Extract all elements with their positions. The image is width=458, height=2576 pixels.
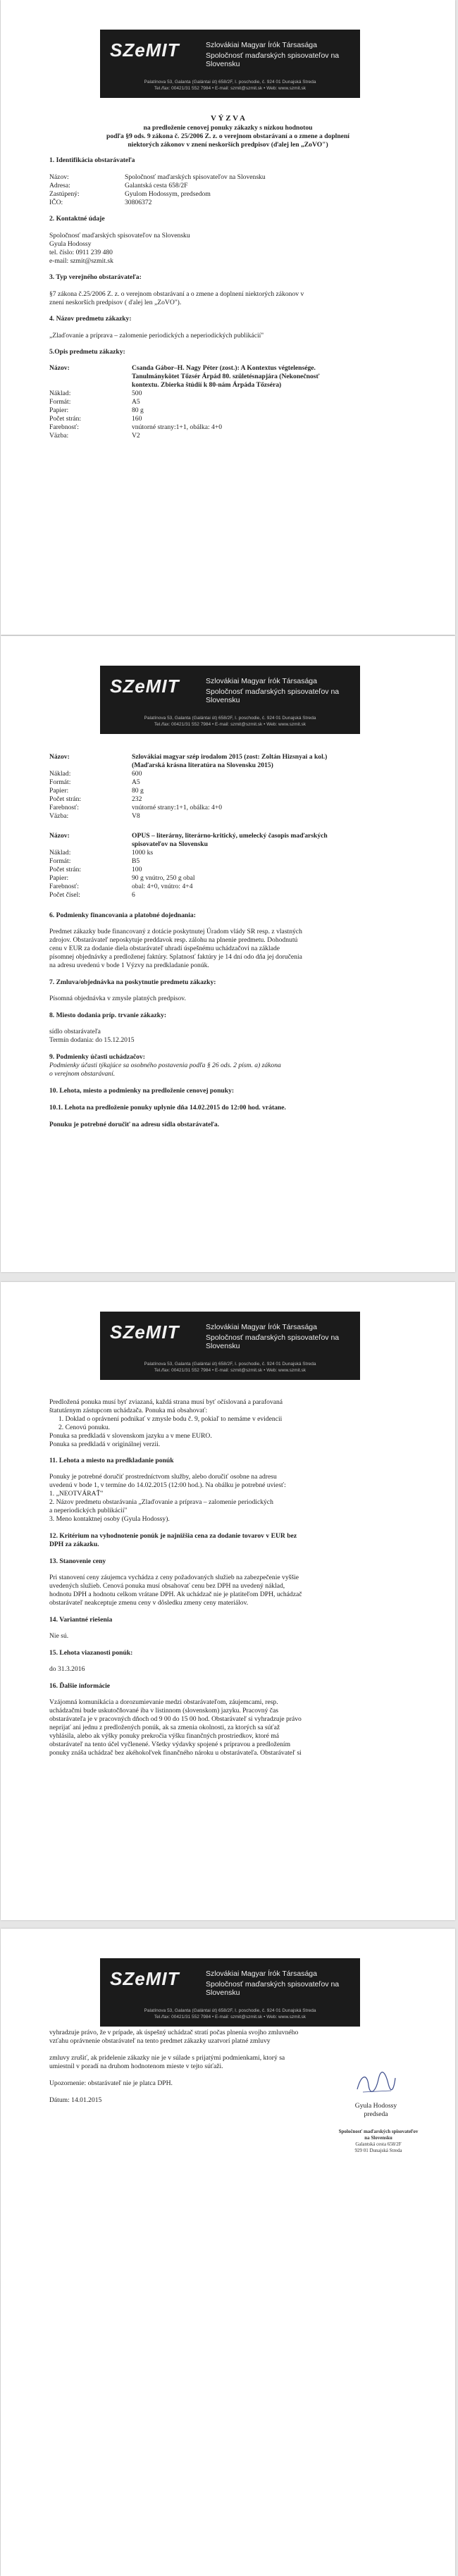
signatory-name: Gyula Hodossy — [354, 2102, 397, 2110]
section-heading: 9. Podmienky účasti uchádzačov: — [49, 1053, 145, 1061]
section-heading: 1. Identifikácia obstarávateľa — [49, 156, 135, 164]
body-text: do 31.3.2016 — [49, 1665, 85, 1673]
field-label: Väzba: — [49, 812, 69, 820]
field-value: 80 g — [132, 406, 144, 414]
stamp-line: na Slovensku — [364, 2135, 392, 2141]
field-value: 90 g vnútro, 250 g obal — [132, 874, 195, 882]
section-heading: 15. Lehota viazanosti ponúk: — [49, 1649, 133, 1657]
body-text: uchádzačmi bude uskutočňované iba v listinnom (slovenskom) jazyku. Pracovný čas — [49, 1707, 279, 1715]
page-1 — [1, 0, 455, 635]
body-text: štatutárnym zástupcom uchádzača. Ponuka má obsahovať: — [49, 1407, 208, 1414]
section-heading: Ponuku je potrebné doručiť na adresu sídla obstarávateľa. — [49, 1121, 220, 1128]
field-value: V8 — [132, 812, 140, 820]
list-item: 1. Doklad o oprávnení podnikať v zmysle bodu č. 9, pokiaľ to nemáme v evidencii — [58, 1415, 283, 1423]
document-date: Dátum: 14.01.2015 — [49, 2096, 102, 2104]
org-address: Palatínova 53, Galanta (Galántai út) 658/2F, I. poschodie, č. 924 01 Dunajská Streda Tel./fax: 00421/31 552 7984 • E-mail: szmit@szmit.sk • Web: www.szmit.sk — [144, 1362, 316, 1373]
field-label: Náklad: — [49, 390, 71, 397]
field-label: Názov: — [49, 364, 70, 372]
body-text: vzťahu oprávnenie obstarávateľ na tento predmet zákazky uzatvorí platné zmluvy — [49, 2037, 271, 2045]
field-label: Názov: — [49, 753, 70, 761]
field-label: Papier: — [49, 787, 69, 795]
body-text: Ponuky je potrebné doručiť prostredníctvom služby, alebo doručiť osobne na adresu — [49, 1473, 277, 1481]
field-label: Formát: — [49, 857, 71, 865]
header-banner — [100, 1312, 360, 1380]
field-label: Farebnosť: — [49, 804, 79, 811]
field-value: Gyulom Hodossym, predsedom — [125, 190, 211, 198]
logo: SZeMIT — [110, 676, 180, 697]
field-label: Náklad: — [49, 849, 71, 857]
field-value: 160 — [132, 415, 142, 423]
field-value: 30806372 — [125, 199, 152, 206]
body-text: 3. Meno kontaktnej osoby (Gyula Hodossy). — [49, 1515, 170, 1523]
body-text: 1. „NEOTVÁRAŤ" — [49, 1490, 104, 1498]
page-3 — [1, 1282, 455, 1920]
org-name-sk: Spoločnosť maďarských spisovateľov na Slovensku — [206, 1333, 340, 1350]
org-name-hu: Szlovákiai Magyar Írók Társasága — [206, 41, 317, 49]
body-text: 2. Názov predmetu obstarávania „Zlaďovanie a príprava – zalomenie periodických — [49, 1498, 273, 1506]
body-text: na adresu uvedenú v bode 1 Výzvy na predkladanie ponúk. — [49, 962, 209, 969]
body-text: uvedených služieb. Cenová ponuka musí obsahovať cenu bez DPH na uvedený náklad, — [49, 1582, 285, 1590]
subtitle: podľa §9 ods. 9 zákona č. 25/2006 Z. z. o verejnom obstarávaní a o zmene a doplnení — [106, 132, 349, 140]
page-2 — [1, 636, 455, 1272]
header-banner — [100, 30, 360, 98]
field-label: Počet strán: — [49, 866, 82, 873]
field-value: 6 — [132, 891, 135, 899]
field-label: Formát: — [49, 778, 71, 786]
field-label: Počet čísel: — [49, 891, 80, 899]
field-label: IČO: — [49, 199, 63, 206]
header-banner — [100, 1958, 360, 2027]
org-name-hu: Szlovákiai Magyar Írók Társasága — [206, 677, 317, 685]
body-text: Podmienky účasti týkajúce sa osobného postavenia podľa § 26 ods. 2 písm. a) zákona — [49, 1062, 281, 1069]
field-label: Väzba: — [49, 432, 69, 440]
field-label: Farebnosť: — [49, 883, 79, 890]
signatory-role: predseda — [364, 2110, 388, 2118]
section-heading: 6. Podmienky financovania a platobné dojednania: — [49, 911, 196, 919]
subtitle: na predloženie cenovej ponuky zákazky s nízkou hodnotou — [143, 124, 313, 132]
stamp-line: 929 01 Dunajská Streda — [354, 2148, 402, 2153]
org-name-sk: Spoločnosť maďarských spisovateľov na Slovensku — [206, 51, 340, 68]
body-text: Termín dodania: do 15.12.2015 — [49, 1036, 135, 1044]
body-text: hodnotu DPH a hodnotu celkom vrátane DPH. Ak uchádzač nie je platiteľom DPH, uchádzač — [49, 1591, 302, 1598]
section-heading: DPH za zákazku. — [49, 1541, 99, 1548]
body-text: Vzájomná komunikácia a dorozumievanie medzi obstarávateľom, záujemcami, resp. — [49, 1698, 278, 1706]
field-label: Názov: — [49, 832, 70, 840]
logo: SZeMIT — [110, 1968, 180, 1989]
field-label: Papier: — [49, 406, 69, 414]
org-name-hu: Szlovákiai Magyar Írók Társasága — [206, 1323, 317, 1331]
section-heading: 3. Typ verejného obstarávateľa: — [49, 273, 142, 281]
field-label: Farebnosť: — [49, 423, 79, 431]
logo: SZeMIT — [110, 39, 180, 61]
org-name-hu: Szlovákiai Magyar Írók Társasága — [206, 1970, 317, 1978]
field-value: spisovateľov na Slovensku — [132, 840, 208, 848]
contact-line: e-mail: szmit@szmit.sk — [49, 257, 113, 265]
stamp-line: Galantská cesta 658/2F — [355, 2141, 402, 2147]
signature-image — [354, 2068, 397, 2096]
field-label: Názov: — [49, 173, 69, 181]
body-text: Upozornenie: obstarávateľ nie je platca DPH. — [49, 2079, 173, 2087]
contact-line: Gyula Hodossy — [49, 240, 92, 248]
section-heading: 11. Lehota a miesto na predkladanie ponúk — [49, 1457, 174, 1464]
official-stamp — [329, 2129, 428, 2154]
page-4 — [1, 1929, 455, 2576]
contact-line: Spoločnosť maďarských spisovateľov na Slovensku — [49, 232, 190, 239]
body-text: „Zlaďovanie a príprava – zalomenie periodických a neperiodických publikácií" — [49, 332, 264, 340]
body-text: cenu v EUR za dodanie diela obstarávateľ uhradí úspešnému uchádzačovi na základe — [49, 945, 280, 952]
field-value: (Maďarská krásna literatúra na Slovensku 2015) — [132, 761, 273, 769]
field-value: vnútorné strany:1+1, obálka: 4+0 — [132, 804, 223, 811]
section-heading: 14. Variantné riešenia — [49, 1616, 113, 1624]
logo: SZeMIT — [110, 1321, 180, 1343]
field-label: Počet strán: — [49, 415, 82, 423]
body-text: písomnej objednávky a predloženej faktúry. Splatnosť faktúry je 14 dní odo dňa jej doručenia — [49, 953, 302, 961]
body-text: Predmet zákazky bude financovaný z dotácie poskytnutej Úradom vlády SR resp. z vlastných — [49, 928, 302, 935]
field-value: obal: 4+0, vnútro: 4+4 — [132, 883, 193, 890]
field-value: B5 — [132, 857, 140, 865]
field-label: Počet strán: — [49, 795, 82, 803]
section-heading: 13. Stanovenie ceny — [49, 1557, 106, 1565]
field-value: 600 — [132, 770, 142, 778]
org-address: Palatínova 53, Galanta (Galántai út) 658/2F, I. poschodie, č. 924 01 Dunajská Streda Tel./fax: 00421/31 552 7984 • E-mail: szmit@szmit.sk • Web: www.szmit.sk — [144, 2008, 316, 2020]
body-text: zdrojov. Obstarávateľ neposkytuje preddavok resp. zálohu na plnenie predmetu. Dohodnutú — [49, 936, 298, 944]
body-text: a neperiodických publikácií" — [49, 1507, 128, 1514]
org-address: Palatínova 53, Galanta (Galántai út) 658/2F, I. poschodie, č. 924 01 Dunajská Streda Tel./fax: 00421/31 552 7984 • E-mail: szmit@szmit.sk • Web: www.szmit.sk — [144, 716, 316, 727]
field-value: 1000 ks — [132, 849, 154, 857]
body-text: Predložená ponuka musí byť zviazaná, každá strana musí byť očíslovaná a parafovaná — [49, 1398, 283, 1406]
section-heading: 10. Lehota, miesto a podmienky na predloženie cenovej ponuky: — [49, 1087, 235, 1095]
field-value: A5 — [132, 398, 140, 406]
org-address: Palatínova 53, Galanta (Galántai út) 658/2F, I. poschodie, č. 924 01 Dunajská Streda Tel./fax: 00421/31 552 7984 • E-mail: szmit@szmit.sk • Web: www.szmit.sk — [144, 80, 316, 91]
body-text: Pri stanovení ceny záujemca vychádza z ceny požadovaných služieb na zabezpečenie vyššie — [49, 1574, 299, 1581]
body-text: Nie sú. — [49, 1632, 69, 1640]
field-value: Szlovákiai magyar szép irodalom 2015 (zost: Zoltán Hizsnyai a kol.) — [132, 753, 328, 761]
field-label: Adresa: — [49, 182, 70, 189]
page-title: V Ý Z V A — [211, 114, 245, 123]
section-heading: 5.Opis predmetu zákazky: — [49, 348, 125, 356]
body-text: sídlo obstarávateľa — [49, 1028, 101, 1035]
field-value: Tanulmánykötet Tőzsér Árpád 80. születésnapjára (Nekonečnosť — [132, 373, 320, 380]
field-value: V2 — [132, 432, 140, 440]
body-text: zmluvy zrušiť, ak pridelenie zákazky nie je v súlade s prijatými podmienkami, ktorý sa — [49, 2054, 285, 2062]
org-name-sk: Spoločnosť maďarských spisovateľov na Slovensku — [206, 687, 340, 704]
body-text: znení neskorších predpisov ( ďalej len „ZoVO"). — [49, 299, 182, 306]
field-label: Zastúpený: — [49, 190, 80, 198]
body-text: vyhlásila, alebo ak výšky ponuky prekročia výšku finančných prostriedkov, ktoré má — [49, 1732, 280, 1740]
body-text: obstarávateľa je v pracovných dňoch od 9 00 do 15 00 hod. Obstarávateľ si vyhradzuje právo — [49, 1715, 302, 1723]
field-value: A5 — [132, 778, 140, 786]
body-text: §7 zákona č.25/2006 Z. z. o verejnom obstarávaní a o zmene a doplnení niektorých zákonov v — [49, 290, 304, 298]
field-value: vnútorné strany:1+1, obálka: 4+0 — [132, 423, 223, 431]
section-heading: 2. Kontaktné údaje — [49, 215, 105, 223]
section-heading: 16. Ďalšie informácie — [49, 1682, 111, 1690]
header-banner — [100, 666, 360, 734]
field-value: 80 g — [132, 787, 144, 795]
section-heading: 7. Zmluva/objednávka na poskytnutie predmetu zákazky: — [49, 978, 216, 986]
contact-line: tel. číslo: 0911 239 480 — [49, 249, 113, 256]
body-text: o verejnom obstarávaní. — [49, 1070, 116, 1078]
body-text: ponuky znáša uchádzač bez akéhokoľvek finančného nároku u obstarávateľa. Obstarávateľ si — [49, 1749, 302, 1757]
list-item: 2. Cenovú ponuku. — [58, 1424, 111, 1431]
field-value: OPUS – literárny, literárno-kritický, umelecký časopis maďarských — [132, 832, 328, 840]
stamp-line: Spoločnosť maďarských spisovateľov — [338, 2129, 419, 2134]
body-text: obstarávateľ na tento účel vyčlenené. Všetky výdavky spojené s prípravou a predložením — [49, 1741, 291, 1748]
field-value: 500 — [132, 390, 142, 397]
section-heading: 12. Kritérium na vyhodnotenie ponúk je najnižšia cena za dodanie tovarov v EUR bez — [49, 1532, 297, 1540]
field-value: 100 — [132, 866, 142, 873]
field-label: Formát: — [49, 398, 71, 406]
section-heading: 4. Názov predmetu zákazky: — [49, 315, 132, 323]
field-value: Csanda Gábor–H. Nagy Péter (zost.): A Kontextus végtelensége. — [132, 364, 316, 372]
field-value: 232 — [132, 795, 142, 803]
org-name-sk: Spoločnosť maďarských spisovateľov na Slovensku — [206, 1980, 340, 1997]
body-text: Ponuka sa predkladá v slovenskom jazyku a v mene EURO. — [49, 1432, 212, 1440]
body-text: vyhradzuje právo, že v prípade, ak úspešný uchádzač stratí počas plnenia svojho zmluvného — [49, 2029, 299, 2036]
field-label: Papier: — [49, 874, 69, 882]
body-text: neprijať ani jednu z predložených ponúk, ak sa zmenia okolnosti, za ktorých sa súťaž — [49, 1724, 280, 1731]
field-value: Spoločnosť maďarských spisovateľov na Slovensku — [125, 173, 266, 181]
body-text: umiestnil v poradí na druhom hodnotenom mieste v tejto súťaži. — [49, 2062, 223, 2070]
body-text: Písomná objednávka v zmysle platných predpisov. — [49, 995, 186, 1002]
section-heading: 10.1. Lehota na predloženie ponuky uplynie dňa 14.02.2015 do 12:00 hod. vrátane. — [49, 1104, 286, 1112]
body-text: Ponuka sa predkladá v originálnej verzii. — [49, 1441, 161, 1448]
field-value: kontextu. Zbierka štúdií k 80-nám Árpáda Tőzséra) — [132, 381, 282, 389]
body-text: obstarávateľ neakceptuje zmenu ceny v dôsledku zmeny ceny materiálov. — [49, 1599, 249, 1607]
field-label: Náklad: — [49, 770, 71, 778]
section-heading: 8. Miesto dodania príp. trvanie zákazky: — [49, 1012, 167, 1019]
body-text: uvedenú v bode 1, v termíne do 14.02.2015 (12:00 hod.). Na obálku je potrebné uviesť: — [49, 1481, 286, 1489]
field-value: Galantská cesta 658/2F — [125, 182, 188, 189]
subtitle: niektorých zákonov v znení neskorších predpisov (ďalej len „ZoVO") — [128, 141, 328, 149]
